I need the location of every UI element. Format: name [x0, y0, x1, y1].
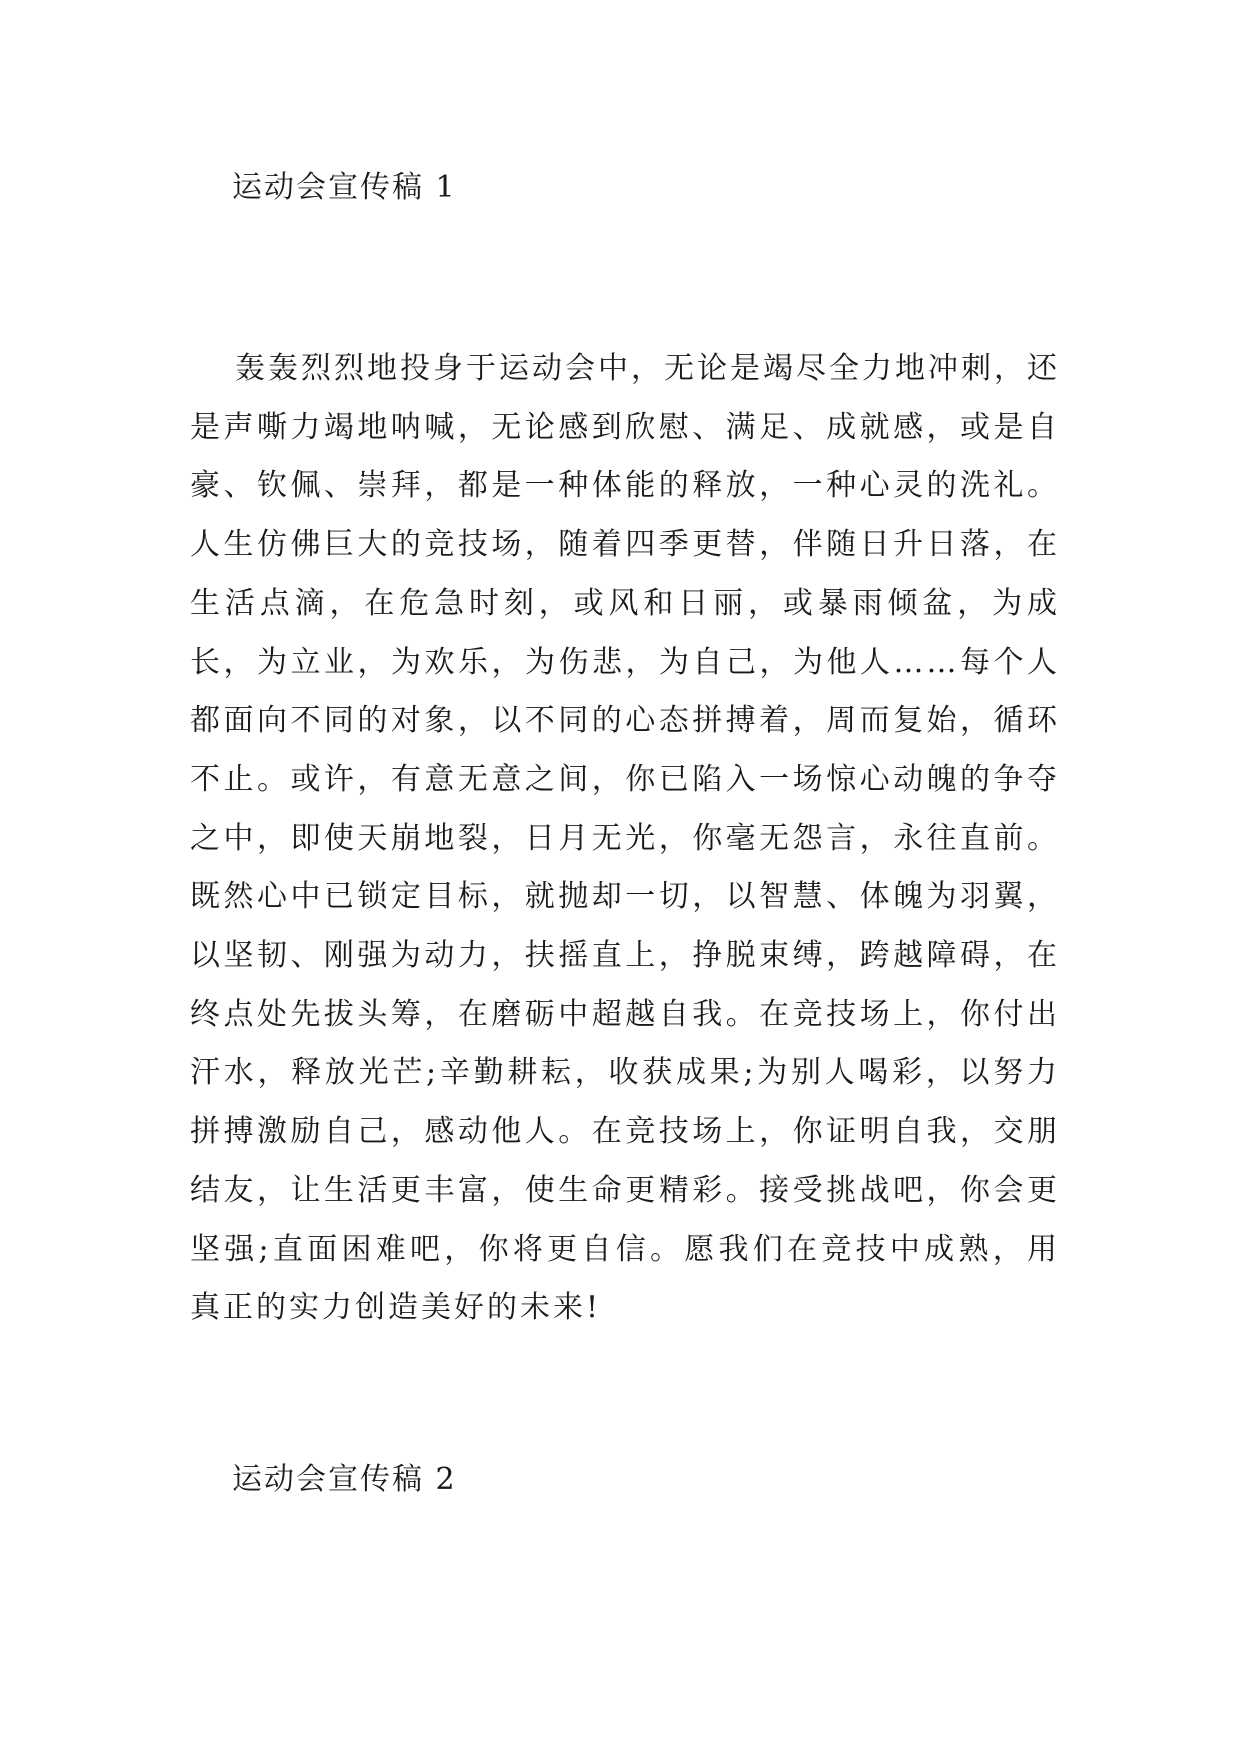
section-title-2: 运动会宣传稿 2 — [232, 1462, 457, 1497]
section-title-1: 运动会宣传稿 1 — [232, 170, 457, 205]
section-body-1: 轰轰烈烈地投身于运动会中，无论是竭尽全力地冲刺，还是声嘶力竭地呐喊，无论感到欣慰、满足、成就感，或是自豪、钦佩、崇拜，都是一种体能的释放，一种心灵的洗礼。人生仿佛巨大的竞技场，随着四季更替，伴随日升日落，在生活点滴，在危急时刻，或风和日丽，或暴雨倾盆，为成长，为立业，为欢乐，为伤悲，为自己，为他人……每个人都面向不同的对象，以不同的心态拼搏着，周而复始，循环不止。或许，有意无意之间，你已陷入一场惊心动魄的争夺之中，即使天崩地裂，日月无光，你毫无怨言，永往直前。既然心中已锁定目标，就抛却一切，以智慧、体魄为羽翼，以坚韧、刚强为动力，扶摇直上，挣脱束缚，跨越障碍，在终点处先拔头筹，在磨砺中超越自我。在竞技场上，你付出汗水，释放光芒;辛勤耕耘，收获成果;为别人喝彩，以努力拼搏激励自己，感动他人。在竞技场上，你证明自我，交朋结友，让生活更丰富，使生命更精彩。接受挑战吧，你会更坚强;直面困难吧，你将更自信。愿我们在竞技中成熟，用真正的实力创造美好的未来! — [190, 351, 1060, 1326]
